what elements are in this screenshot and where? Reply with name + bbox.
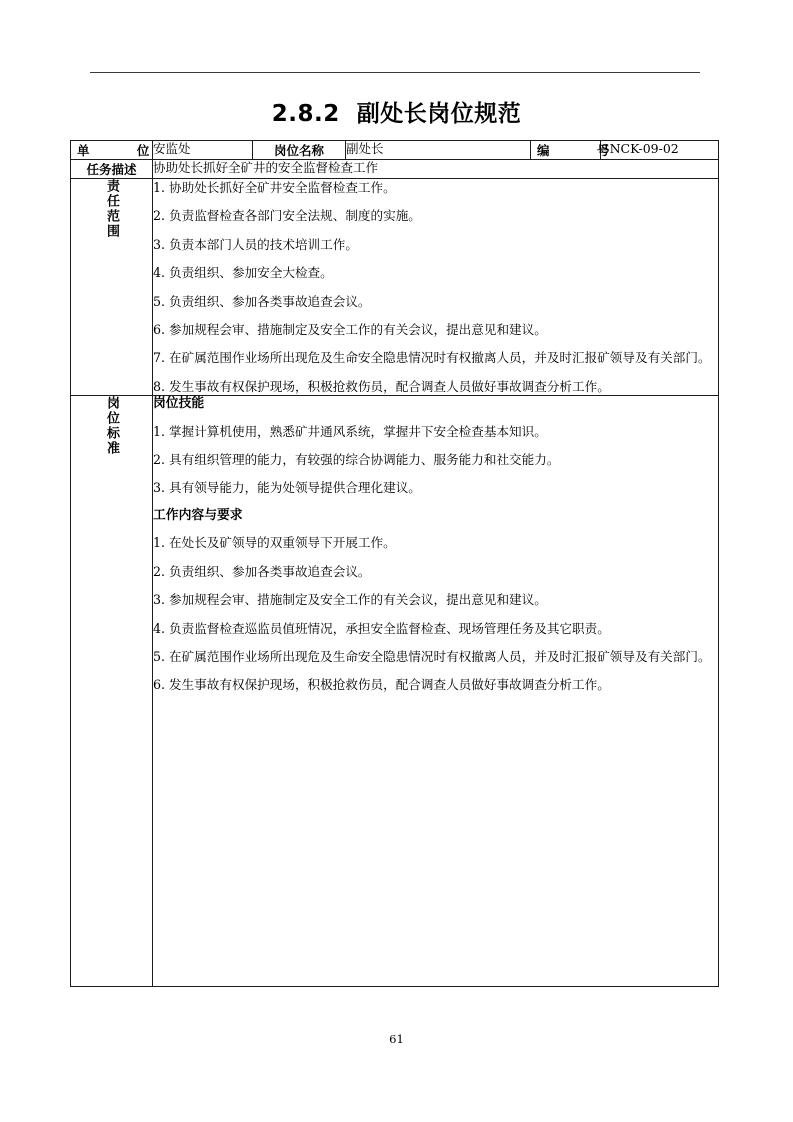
table-row-standards	[71, 396, 719, 987]
page-title: 2.8.2 副处长岗位规范	[271, 101, 522, 127]
skills-heading: 岗位技能	[153, 396, 205, 411]
work-content-heading: 工作内容与要求	[153, 507, 243, 523]
position-specification-table	[70, 140, 719, 987]
table-row-responsibility	[71, 179, 719, 396]
unit-value: 安监处	[153, 141, 253, 160]
table-row-header-info	[71, 141, 719, 160]
standards-label: 岗位标准	[104, 396, 119, 456]
list-item: 3. 具有领导能力，能为处领导提供合理化建议。	[153, 480, 421, 496]
code-label: 编 号	[531, 141, 601, 160]
list-item: 2. 负责监督检查各部门安全法规、制度的实施。	[153, 208, 421, 224]
list-item: 6. 参加规程会审、措施制定及安全工作的有关会议，提出意见和建议。	[153, 321, 547, 337]
list-item: 7. 在矿属范围作业场所出现危及生命安全隐患情况时有权撤离人员，并及时汇报矿领导及有关部门。	[153, 350, 711, 366]
list-item: 1. 在处长及矿领导的双重领导下开展工作。	[153, 535, 396, 551]
list-item: 6. 发生事故有权保护现场，积极抢救伤员，配合调查人员做好事故调查分析工作。	[153, 677, 610, 693]
list-item: 5. 负责组织、参加各类事故追查会议。	[153, 293, 371, 309]
page-number: 61	[389, 1032, 404, 1046]
table-row-task-description	[71, 160, 719, 179]
task-description-value: 协助处长抓好全矿井的安全监督检查工作	[153, 160, 719, 179]
list-item: 1. 掌握计算机使用，熟悉矿井通风系统，掌握井下安全检查基本知识。	[153, 423, 547, 439]
position-label: 岗位名称	[253, 141, 346, 160]
list-item: 3. 负责本部门人员的技术培训工作。	[153, 236, 358, 252]
responsibility-label: 责任范围	[104, 179, 119, 239]
standards-label-cell	[71, 396, 153, 987]
list-item: 3. 参加规程会审、措施制定及安全工作的有关会议，提出意见和建议。	[153, 592, 547, 608]
task-description-label: 任务描述	[71, 160, 153, 179]
position-value: 副处长	[346, 141, 531, 160]
unit-label: 单 位	[71, 141, 153, 160]
list-item: 2. 负责组织、参加各类事故追查会议。	[153, 563, 371, 579]
responsibility-label-cell	[71, 179, 153, 396]
list-item: 8. 发生事故有权保护现场，积极抢救伤员，配合调查人员做好事故调查分析工作。	[153, 378, 610, 394]
responsibility-content	[153, 179, 719, 396]
list-item: 1. 协助处长抓好全矿井安全监督检查工作。	[153, 180, 396, 195]
code-value: SNCK-09-02	[601, 141, 719, 160]
list-item: 4. 负责监督检查巡监员值班情况，承担安全监督检查、现场管理任务及其它职责。	[153, 620, 610, 636]
list-item: 2. 具有组织管理的能力，有较强的综合协调能力、服务能力和社交能力。	[153, 452, 560, 467]
header-divider-rule	[90, 72, 700, 73]
list-item: 4. 负责组织、参加安全大检查。	[153, 265, 333, 281]
list-item: 5. 在矿属范围作业场所出现危及生命安全隐患情况时有权撤离人员，并及时汇报矿领导及有关部门。	[153, 648, 711, 664]
standards-content	[153, 396, 719, 987]
